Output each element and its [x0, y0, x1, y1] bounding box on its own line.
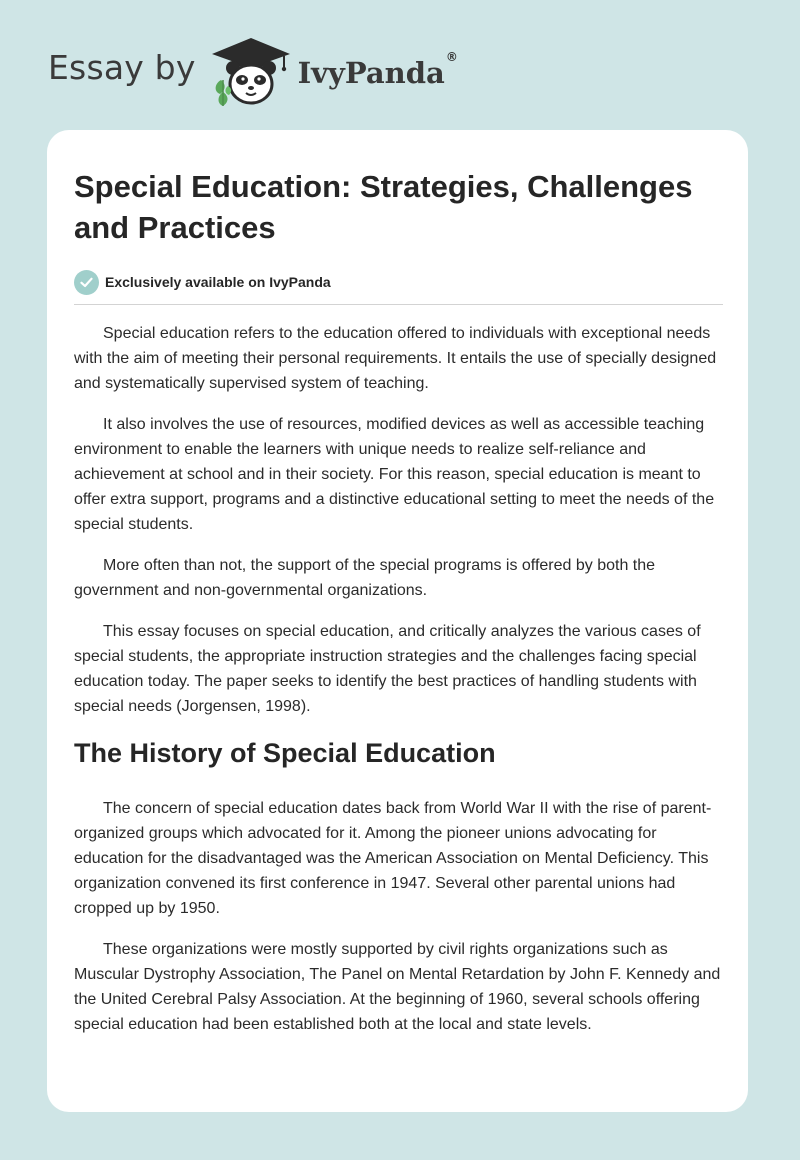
- essay-card: [47, 130, 748, 1112]
- essay-body: [74, 321, 723, 1037]
- brand-name[interactable]: [297, 50, 458, 90]
- exclusive-badge: [74, 268, 723, 296]
- paragraph: These organizations were mostly supported by civil rights organizations such as Muscular Dystrophy Association, The Panel on Mental Retardation by John F. Kennedy and the United Cerebral Palsy Association. At the beginning of 1960, several schools offering special education had been established both at the local and state levels.: [74, 941, 721, 1033]
- section-heading: The History of Special Education: [74, 738, 496, 768]
- paragraph: It also involves the use of resources, modified devices as well as accessible teaching environment to enable the learners with unique needs to realize self-reliance and achievement at school and in their society. For this reason, special education is meant to offer extra support, programs and a distinctive educational setting to meet the needs of the special students.: [74, 416, 715, 533]
- brand-prefix: Essay by: [48, 47, 196, 87]
- paragraph: The concern of special education dates back from World War II with the rise of parent-organized groups which advocated for it. Among the pioneer unions advocating for education for the disadvantaged was the American Association on Mental Deficiency. This organization convened its first conference in 1947. Several other parental unions had cropped up by 1950.: [74, 800, 712, 917]
- site-header: [48, 34, 458, 108]
- divider: [74, 304, 723, 305]
- essay-title: Special Education: Strategies, Challenges and Practices: [74, 169, 693, 245]
- paragraph: Special education refers to the education offered to individuals with exceptional needs with the aim of meeting their personal requirements. It entails the use of specially designed and systematically supervised system of teaching.: [74, 325, 717, 392]
- essay-content: [74, 166, 723, 1053]
- check-icon: [74, 270, 99, 295]
- brand-name-text: IvyPanda: [297, 56, 445, 90]
- paragraph: More often than not, the support of the special programs is offered by both the government and non-governmental organizations.: [74, 557, 656, 599]
- panda-graduate-icon[interactable]: [208, 34, 294, 108]
- badge-label: Exclusively available on IvyPanda: [105, 274, 331, 290]
- brand-registered-mark: ®: [445, 50, 458, 64]
- paragraph: This essay focuses on special education, and critically analyzes the various cases of special students, the appropriate instruction strategies and the challenges facing special education today. The paper seeks to identify the best practices of handling students with special needs (Jorgensen, 1998).: [74, 623, 701, 715]
